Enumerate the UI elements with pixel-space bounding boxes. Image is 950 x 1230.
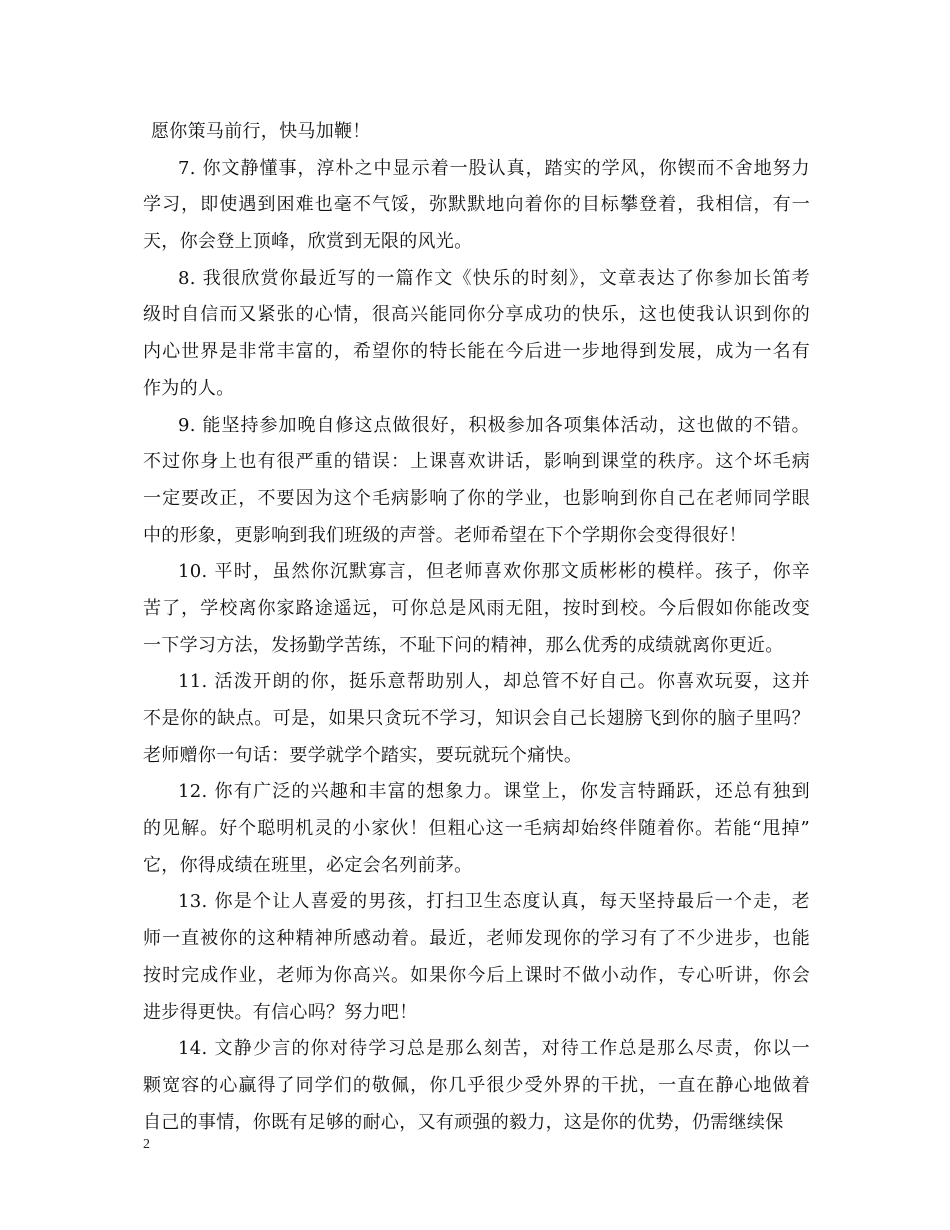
paragraph-line: 一下学习方法，发扬勤学苦练，不耻下问的精神，那么优秀的成绩就离你更近。 — [143, 634, 784, 656]
paragraph-line: 它，你得成绩在班里，必定会名列前茅。 — [143, 854, 473, 876]
paragraph-line: 8. 我很欣赏你最近写的一篇作文《快乐的时刻》，文章表达了你参加长笛考 — [178, 267, 810, 289]
paragraph-line: 不是你的缺点。可是，如果只贪玩不学习，知识会自己长翅膀飞到你的脑子里吗？ — [143, 708, 810, 729]
paragraph-line: 老师赠你一句话：要学就学个踏实，要玩就玩个痛快。 — [143, 744, 583, 766]
paragraph — [143, 151, 810, 261]
paragraph-line: 12. 你有广泛的兴趣和丰富的想象力。课堂上，你发言特踊跃，还总有独到 — [178, 781, 810, 803]
paragraph — [143, 261, 810, 408]
paragraph-line: 一定要改正，不要因为这个毛病影响了你的学业，也影响到你自己在老师同学眼 — [143, 487, 810, 509]
paragraph — [143, 774, 810, 884]
paragraph-line: 按时完成作业，老师为你高兴。如果你今后上课时不做小动作，专心听讲，你会 — [143, 964, 810, 986]
paragraph — [143, 114, 810, 151]
paragraph — [143, 554, 810, 664]
paragraph-line: 师一直被你的这种精神所感动着。最近，老师发现你的学习有了不少进步，也能 — [143, 928, 810, 950]
paragraph-line: 11. 活泼开朗的你，挺乐意帮助别人，却总管不好自己。你喜欢玩耍，这并 — [178, 671, 810, 693]
paragraph — [143, 408, 810, 555]
paragraph-line: 13. 你是个让人喜爱的男孩，打扫卫生态度认真，每天坚持最后一个走，老 — [178, 891, 810, 913]
paragraph-line: 内心世界是非常丰富的，希望你的特长能在今后进一步地得到发展，成为一名有 — [143, 341, 810, 363]
document-body — [143, 114, 810, 1141]
paragraph-line: 颗宽容的心赢得了同学们的敬佩，你几乎很少受外界的干扰，一直在静心地做着 — [143, 1074, 810, 1096]
paragraph-line: 9. 能坚持参加晚自修这点做很好，积极参加各项集体活动，这也做的不错。 — [178, 414, 810, 436]
paragraph-line: 中的形象，更影响到我们班级的声誉。老师希望在下个学期你会变得很好！ — [143, 524, 747, 546]
paragraph — [143, 884, 810, 1031]
paragraph-line: 学习，即使遇到困难也毫不气馁，弥默默地向着你的目标攀登着，我相信，有一 — [143, 194, 810, 216]
paragraph-line: 进步得更快。有信心吗？努力吧！ — [143, 1001, 418, 1023]
paragraph-line: 10. 平时，虽然你沉默寡言，但老师喜欢你那文质彬彬的模样。孩子，你辛 — [178, 561, 810, 583]
paragraph-line: 自己的事情，你既有足够的耐心，又有顽强的毅力，这是你的优势，仍需继续保 — [143, 1111, 784, 1133]
paragraph-line: 苦了，学校离你家路途遥远，可你总是风雨无阻，按时到校。今后假如你能改变 — [143, 597, 810, 619]
page-number: 2 — [143, 1137, 150, 1152]
paragraph — [143, 1031, 810, 1141]
paragraph-line: 作为的人。 — [143, 377, 235, 399]
paragraph-line: 7. 你文静懂事，淳朴之中显示着一股认真，踏实的学风，你锲而不舍地努力 — [178, 157, 810, 179]
paragraph — [143, 664, 810, 774]
paragraph-line: 的见解。好个聪明机灵的小家伙！但粗心这一毛病却始终伴随着你。若能“甩掉” — [143, 818, 810, 840]
paragraph-line: 14. 文静少言的你对待学习总是那么刻苦，对待工作总是那么尽责，你以一 — [178, 1038, 810, 1060]
paragraph-line: 不过你身上也有很严重的错误：上课喜欢讲话，影响到课堂的秩序。这个坏毛病 — [143, 451, 810, 473]
paragraph-line: 级时自信而又紧张的心情，很高兴能同你分享成功的快乐，这也使我认识到你的 — [143, 304, 810, 326]
paragraph-line: 愿你策马前行，快马加鞭！ — [151, 121, 371, 142]
paragraph-line: 天，你会登上顶峰，欣赏到无限的风光。 — [143, 231, 473, 253]
